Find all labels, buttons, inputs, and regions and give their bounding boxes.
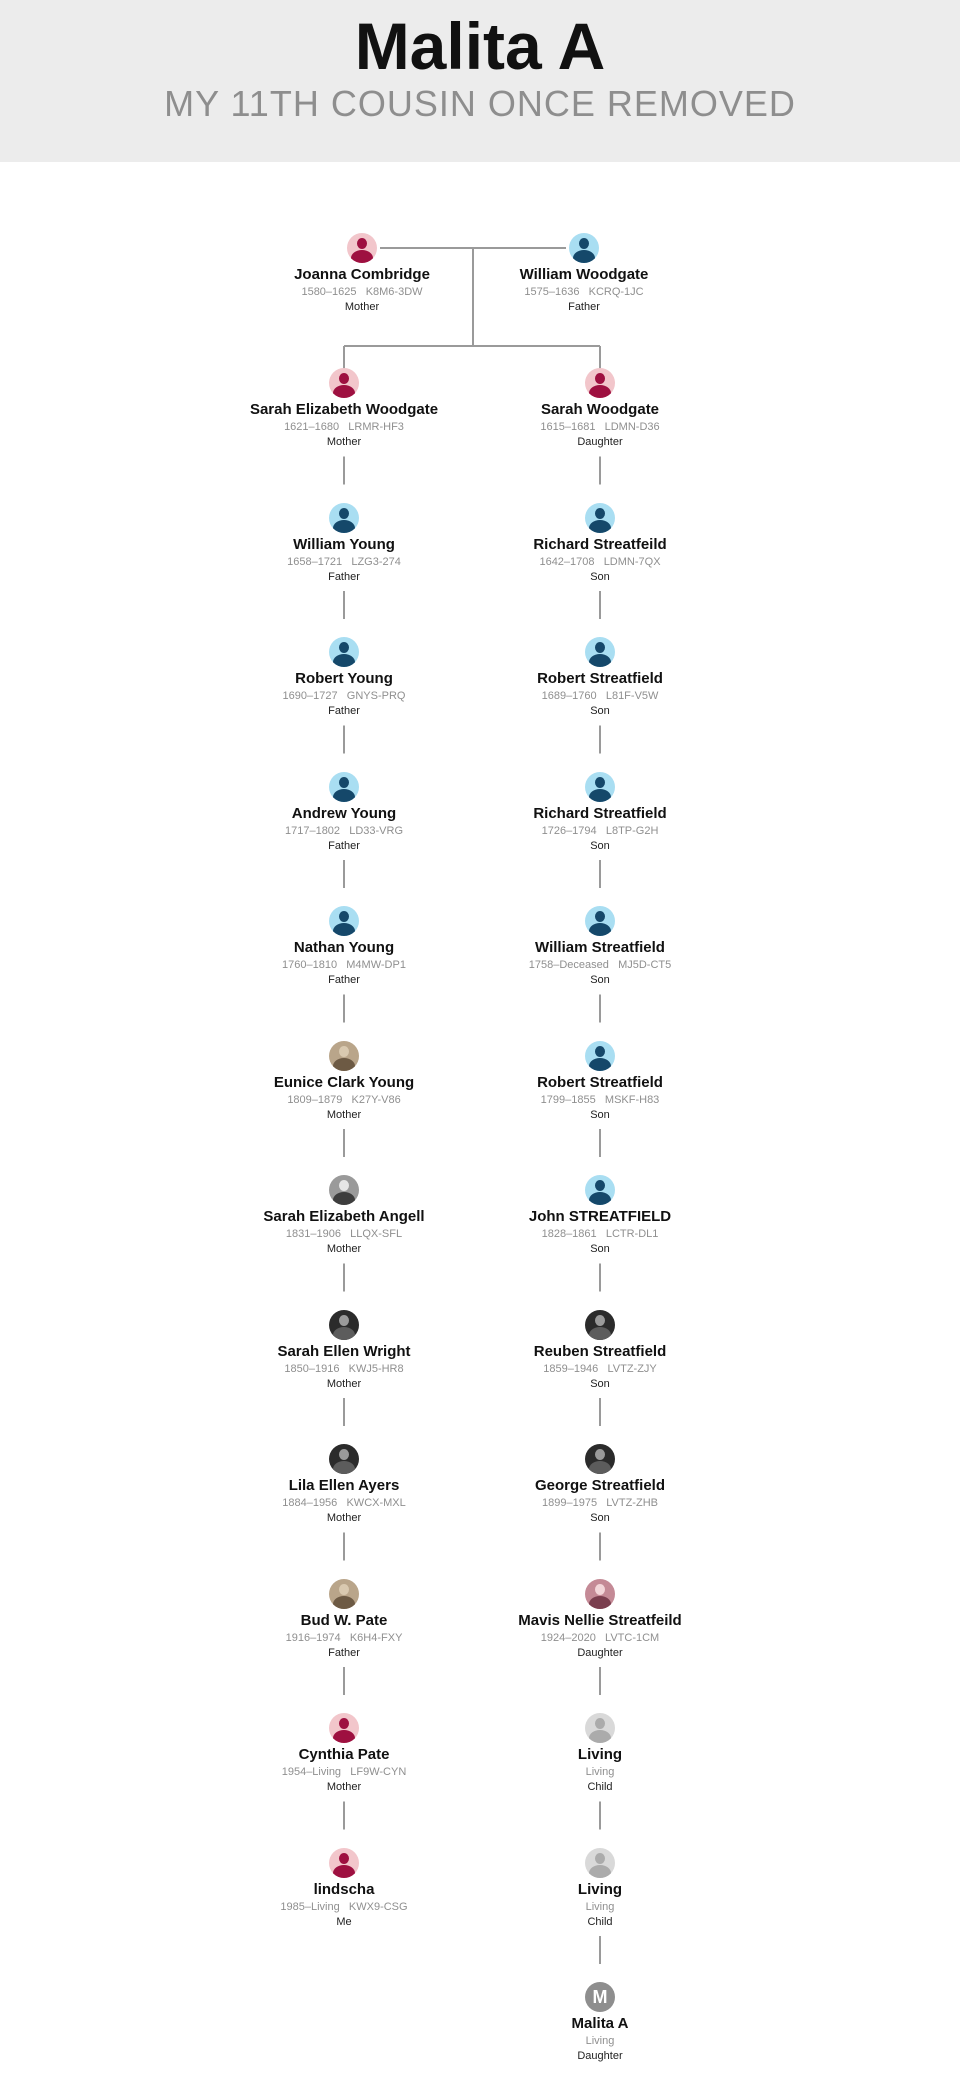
avatar-letter: M bbox=[592, 1987, 608, 2007]
person-name[interactable]: Bud W. Pate bbox=[300, 1611, 388, 1629]
person-name[interactable]: Lila Ellen Ayers bbox=[288, 1477, 400, 1494]
female-person-icon[interactable] bbox=[329, 368, 359, 398]
person-card[interactable] bbox=[194, 772, 494, 852]
person-dates-id bbox=[194, 1228, 494, 1240]
person-dates: 1859–1946 bbox=[543, 1362, 599, 1375]
person-card[interactable] bbox=[450, 1579, 750, 1659]
person-relation: Son bbox=[590, 570, 610, 583]
person-dates-id bbox=[450, 556, 750, 568]
person-dates-id bbox=[194, 1094, 494, 1106]
person-card[interactable] bbox=[450, 772, 750, 852]
person-name[interactable]: Living bbox=[577, 1746, 623, 1763]
person-relation: Father bbox=[328, 705, 360, 717]
male-person-icon[interactable] bbox=[329, 772, 359, 802]
male-person-icon[interactable] bbox=[329, 637, 359, 667]
avatar-initial[interactable] bbox=[585, 1982, 615, 2012]
person-name[interactable]: Sarah Ellen Wright bbox=[277, 1342, 411, 1360]
person-card[interactable] bbox=[450, 637, 750, 717]
person-dates: 1621–1680 bbox=[284, 421, 340, 433]
person-dates-id bbox=[194, 556, 494, 568]
person-relation: Father bbox=[328, 1646, 360, 1659]
person-id: GNYS-PRQ bbox=[346, 690, 406, 702]
person-dates-id bbox=[194, 421, 494, 433]
person-name[interactable]: Living bbox=[577, 1880, 623, 1898]
person-card[interactable] bbox=[450, 503, 750, 583]
person-id: LRMR-HF3 bbox=[348, 421, 404, 433]
person-card[interactable] bbox=[450, 1444, 750, 1524]
female-person-icon[interactable] bbox=[585, 368, 615, 398]
person-dates: 1690–1727 bbox=[282, 690, 338, 702]
page-title: Malita A bbox=[354, 9, 606, 83]
person-dates: 1726–1794 bbox=[541, 824, 597, 837]
person-relation: Father bbox=[328, 974, 360, 986]
person-dates: 1954–Living bbox=[281, 1766, 342, 1778]
person-card[interactable] bbox=[450, 1848, 750, 1928]
male-person-icon[interactable] bbox=[585, 1175, 615, 1205]
person-name[interactable]: Sarah Woodgate bbox=[540, 401, 660, 418]
person-relation: Mother bbox=[344, 301, 380, 313]
person-name[interactable]: Robert Streatfield bbox=[537, 1073, 663, 1091]
person-card[interactable] bbox=[450, 1713, 750, 1793]
person-dates-id bbox=[450, 959, 750, 971]
person-dates-id bbox=[450, 421, 750, 433]
female-person-icon[interactable] bbox=[329, 1848, 359, 1878]
person-card[interactable] bbox=[194, 1041, 494, 1121]
person-dates-id bbox=[450, 690, 750, 702]
person-card[interactable] bbox=[194, 503, 494, 583]
person-dates: 1828–1861 bbox=[541, 1228, 597, 1240]
person-name[interactable]: George Streatfield bbox=[534, 1477, 666, 1494]
person-dates: 1580–1625 bbox=[301, 286, 357, 298]
avatar-photo[interactable] bbox=[329, 1041, 359, 1071]
person-name[interactable]: Joanna Combridge bbox=[294, 266, 430, 283]
person-dates: 1658–1721 bbox=[287, 555, 343, 568]
person-id: KWCX-MXL bbox=[346, 1497, 406, 1509]
person-dates-id bbox=[194, 959, 494, 971]
person-name[interactable]: William Woodgate bbox=[519, 266, 649, 283]
person-id: MJ5D-CT5 bbox=[618, 959, 672, 971]
person-id: LCTR-DL1 bbox=[605, 1228, 659, 1240]
male-person-icon[interactable] bbox=[329, 503, 359, 533]
living-person-icon[interactable] bbox=[585, 1713, 615, 1743]
avatar-photo[interactable] bbox=[585, 1579, 615, 1609]
male-person-icon[interactable] bbox=[585, 906, 615, 936]
person-relation: Father bbox=[328, 839, 360, 852]
male-person-icon[interactable] bbox=[585, 1041, 615, 1071]
person-dates: 1809–1879 bbox=[287, 1093, 343, 1106]
person-dates: 1850–1916 bbox=[284, 1362, 340, 1375]
person-id: LZG3-274 bbox=[351, 555, 401, 568]
person-relation: Mother bbox=[326, 436, 362, 448]
person-id: L8TP-G2H bbox=[605, 824, 659, 837]
male-person-icon[interactable] bbox=[329, 906, 359, 936]
avatar-photo[interactable] bbox=[329, 1175, 359, 1205]
person-id: KCRQ-1JC bbox=[588, 286, 644, 298]
person-relation: Child bbox=[587, 1915, 613, 1928]
person-card[interactable] bbox=[194, 1848, 494, 1928]
person-name[interactable]: Cynthia Pate bbox=[298, 1746, 390, 1763]
person-name[interactable]: Malita A bbox=[571, 2015, 629, 2032]
living-person-icon[interactable] bbox=[585, 1848, 615, 1878]
person-dates-id bbox=[450, 1766, 750, 1778]
person-name[interactable]: lindscha bbox=[313, 1880, 375, 1898]
person-card[interactable] bbox=[450, 1175, 750, 1255]
person-relation: Mother bbox=[326, 1781, 362, 1793]
person-relation: Child bbox=[587, 1781, 613, 1793]
person-name[interactable]: Richard Streatfeild bbox=[533, 535, 667, 553]
person-name[interactable]: Reuben Streatfield bbox=[533, 1342, 667, 1360]
person-dates: Living bbox=[585, 1766, 615, 1778]
person-dates: 1689–1760 bbox=[541, 690, 597, 702]
person-id: MSKF-H83 bbox=[604, 1093, 660, 1106]
person-card[interactable] bbox=[194, 1444, 494, 1524]
person-name[interactable]: William Streatfield bbox=[535, 939, 665, 956]
person-relation: Son bbox=[590, 839, 610, 852]
person-name[interactable]: Robert Young bbox=[295, 670, 393, 687]
person-card[interactable] bbox=[450, 1041, 750, 1121]
person-relation: Daughter bbox=[577, 1646, 623, 1659]
person-dates-id bbox=[450, 1094, 750, 1106]
person-relation: Mother bbox=[326, 1243, 362, 1255]
person-card[interactable] bbox=[450, 368, 750, 448]
person-id: KWJ5-HR8 bbox=[348, 1362, 404, 1375]
person-dates-id bbox=[450, 1497, 750, 1509]
female-person-icon[interactable] bbox=[329, 1713, 359, 1743]
avatar-photo[interactable] bbox=[585, 1444, 615, 1474]
person-dates: 1899–1975 bbox=[542, 1497, 598, 1509]
person-card[interactable] bbox=[194, 1310, 494, 1390]
person-name[interactable]: Robert Streatfield bbox=[537, 670, 663, 687]
person-dates: 1831–1906 bbox=[285, 1228, 341, 1240]
person-dates-id bbox=[450, 1901, 750, 1913]
person-id: LD33-VRG bbox=[349, 824, 404, 837]
person-id: K6H4-FXY bbox=[349, 1631, 403, 1644]
person-card[interactable] bbox=[194, 906, 494, 986]
person-id: KWX9-CSG bbox=[348, 1900, 408, 1913]
person-relation: Mother bbox=[326, 1377, 362, 1390]
person-relation: Son bbox=[590, 1243, 610, 1255]
person-dates-id bbox=[194, 825, 494, 837]
avatar-photo[interactable] bbox=[329, 1310, 359, 1340]
person-dates-id bbox=[450, 2035, 750, 2047]
person-relation: Son bbox=[590, 974, 610, 986]
person-id: LVTC-1CM bbox=[605, 1631, 660, 1644]
person-dates: 1642–1708 bbox=[539, 555, 595, 568]
person-relation: Mother bbox=[326, 1512, 362, 1524]
person-dates-id bbox=[434, 286, 734, 298]
person-card[interactable] bbox=[434, 233, 734, 313]
person-dates: 1985–Living bbox=[280, 1900, 340, 1913]
person-relation: Daughter bbox=[577, 436, 623, 448]
person-name[interactable]: Nathan Young bbox=[293, 939, 395, 956]
person-relation: Son bbox=[590, 705, 610, 717]
person-dates: 1799–1855 bbox=[540, 1093, 596, 1106]
person-dates-id bbox=[450, 825, 750, 837]
person-card[interactable] bbox=[194, 1175, 494, 1255]
person-name[interactable]: Richard Streatfield bbox=[533, 804, 667, 822]
person-name[interactable]: John STREATFIELD bbox=[528, 1208, 672, 1225]
male-person-icon[interactable] bbox=[585, 503, 615, 533]
person-dates: Living bbox=[585, 2035, 615, 2047]
person-dates: 1924–2020 bbox=[540, 1631, 596, 1644]
person-dates: 1760–1810 bbox=[282, 959, 338, 971]
person-relation: Father bbox=[328, 570, 360, 583]
male-person-icon[interactable] bbox=[585, 772, 615, 802]
person-id: K8M6-3DW bbox=[365, 286, 423, 298]
person-dates: 1758–Deceased bbox=[528, 959, 609, 971]
person-dates: 1717–1802 bbox=[284, 824, 341, 837]
person-id: LVTZ-ZJY bbox=[607, 1362, 657, 1375]
person-dates-id bbox=[450, 1632, 750, 1644]
person-dates: 1916–1974 bbox=[285, 1631, 341, 1644]
person-dates-id bbox=[450, 1228, 750, 1240]
person-dates-id bbox=[194, 1901, 494, 1913]
avatar-photo[interactable] bbox=[329, 1444, 359, 1474]
person-name[interactable]: Mavis Nellie Streatfeild bbox=[518, 1611, 682, 1629]
person-dates-id bbox=[194, 1497, 494, 1509]
person-dates: Living bbox=[585, 1900, 615, 1913]
person-relation: Me bbox=[336, 1915, 352, 1928]
person-id: LDMN-D36 bbox=[604, 421, 660, 433]
person-name[interactable]: William Young bbox=[293, 535, 395, 553]
person-dates: 1884–1956 bbox=[282, 1497, 338, 1509]
person-id: L81F-V5W bbox=[605, 690, 659, 702]
person-relation: Son bbox=[590, 1512, 610, 1524]
person-card[interactable] bbox=[194, 637, 494, 717]
person-dates-id bbox=[194, 1766, 494, 1778]
person-id: LVTZ-ZHB bbox=[606, 1497, 658, 1509]
person-dates-id bbox=[450, 1363, 750, 1375]
relationship-subtitle: MY 11TH COUSIN ONCE REMOVED bbox=[164, 83, 796, 124]
person-dates: 1575–1636 bbox=[524, 286, 580, 298]
person-dates-id bbox=[194, 1363, 494, 1375]
person-card[interactable] bbox=[450, 1310, 750, 1390]
person-relation: Son bbox=[590, 1377, 610, 1390]
person-card[interactable] bbox=[450, 1982, 750, 2062]
person-name[interactable]: Eunice Clark Young bbox=[273, 1073, 415, 1091]
person-name[interactable]: Andrew Young bbox=[291, 804, 397, 822]
avatar-photo[interactable] bbox=[585, 1310, 615, 1340]
male-person-icon[interactable] bbox=[569, 233, 599, 263]
person-name[interactable]: Sarah Elizabeth Woodgate bbox=[249, 401, 439, 418]
person-relation: Daughter bbox=[577, 2050, 623, 2062]
person-dates: 1615–1681 bbox=[540, 421, 596, 433]
male-person-icon[interactable] bbox=[585, 637, 615, 667]
person-relation: Father bbox=[568, 301, 600, 313]
person-dates-id bbox=[194, 1632, 494, 1644]
person-id: LF9W-CYN bbox=[350, 1766, 407, 1778]
person-card[interactable] bbox=[194, 368, 494, 448]
person-id: K27Y-V86 bbox=[351, 1093, 401, 1106]
person-id: M4MW-DP1 bbox=[346, 959, 406, 971]
person-id: LDMN-7QX bbox=[603, 555, 661, 568]
person-card[interactable] bbox=[194, 1713, 494, 1793]
avatar-photo[interactable] bbox=[329, 1579, 359, 1609]
person-name[interactable]: Sarah Elizabeth Angell bbox=[263, 1208, 425, 1225]
female-person-icon[interactable] bbox=[347, 233, 377, 263]
person-dates-id bbox=[194, 690, 494, 702]
person-id: LLQX-SFL bbox=[350, 1228, 403, 1240]
person-relation: Mother bbox=[326, 1108, 362, 1121]
person-relation: Son bbox=[590, 1108, 610, 1121]
person-card[interactable] bbox=[450, 906, 750, 986]
person-card[interactable] bbox=[194, 1579, 494, 1659]
